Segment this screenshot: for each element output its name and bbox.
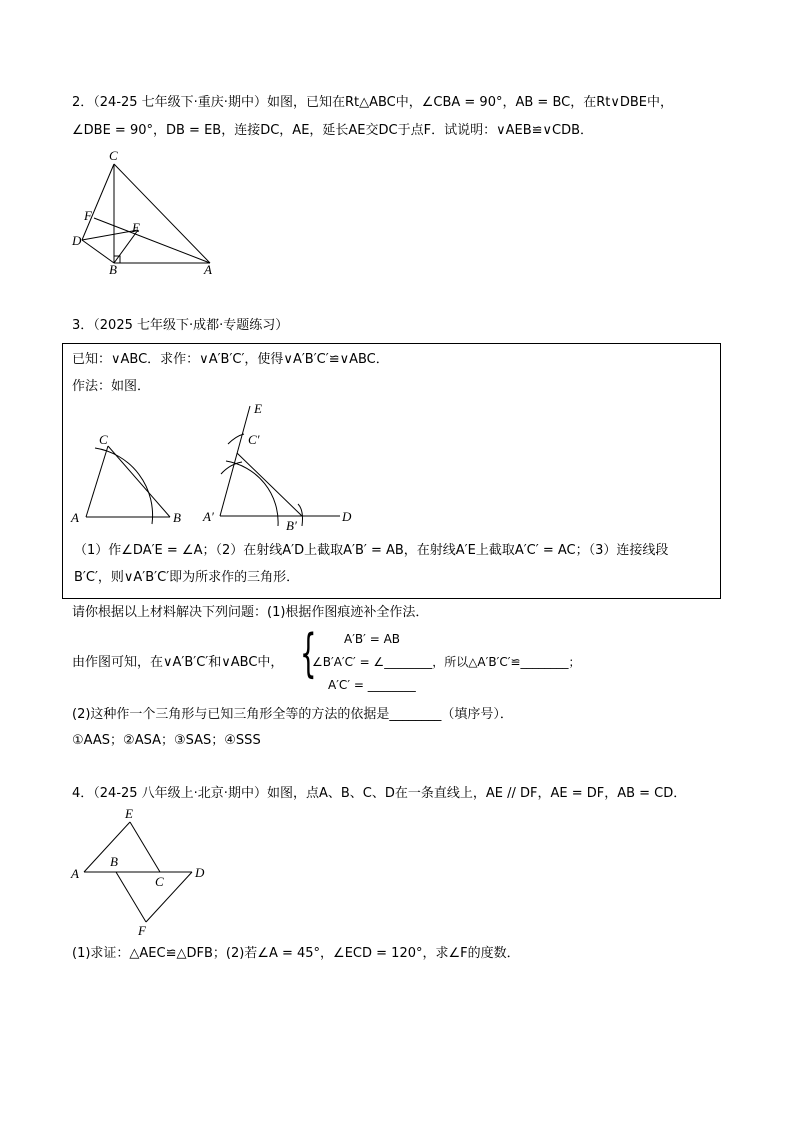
q4-label-a: A	[71, 866, 79, 881]
q4-label-e: E	[125, 806, 133, 821]
q3-box-line1: 已知：∨ABC．求作：∨A′B′C′，使得∨A′B′C′≌∨ABC．	[72, 352, 389, 367]
q2-label-d: D	[72, 233, 82, 248]
q4-label-b: B	[110, 854, 118, 869]
q3-system-brace: {	[300, 624, 317, 684]
q4-label-f: F	[138, 923, 146, 938]
q2-text-line2: ∠DBE = 90°，DB = EB，连接DC，AE，延长AE交DC于点F．试说明：∨AEB≌∨CDB．	[72, 123, 594, 138]
q3-fig2-label-a: A′	[203, 509, 214, 524]
q3-system-row2: ∠B′A′C′ = ∠________，所以△A′B′C′≌________；	[312, 655, 581, 669]
q2-label-b: B	[109, 262, 117, 276]
q3-fig2-label-e: E	[254, 401, 262, 416]
q2-label-a: A	[204, 262, 212, 276]
q2-figure	[66, 144, 236, 276]
q4-label-d: D	[195, 865, 205, 880]
q3-box-line2: 作法：如图．	[72, 379, 151, 394]
q3-figure-abc	[66, 428, 191, 528]
q2-label-c: C	[109, 148, 118, 163]
q3-fig1-label-b: B	[173, 510, 181, 525]
q4-figure	[66, 806, 216, 938]
q2-text-line1: 2．（24-25 七年级下·重庆·期中）如图，已知在Rt△ABC中，∠CBA = 90°，AB = BC，在Rt∨DBE中，	[72, 95, 673, 110]
q3-fig1-label-a: A	[71, 510, 79, 525]
q4-label-c: C	[155, 874, 164, 889]
q3-system-intro: 由作图可知，在∨A′B′C′和∨ABC中，	[72, 655, 284, 670]
q3-fig2-label-b: B′	[286, 518, 297, 533]
q4-text-line2: (1)求证：△AEC≌△DFB；(2)若∠A = 45°，∠ECD = 120°，求∠F的度数．	[72, 946, 520, 961]
q3-options: ①AAS；②ASA；③SAS；④SSS	[72, 733, 261, 748]
q3-system-row3: A′C′ = ________	[328, 678, 416, 692]
q3-system-row1: A′B′ = AB	[344, 632, 401, 646]
q3-figure-construction	[198, 398, 368, 533]
q3-box-line4: B′C′，则∨A′B′C′即为所求作的三角形．	[74, 570, 300, 585]
q3-fig2-label-d: D	[342, 509, 352, 524]
q3-header: 3．（2025 七年级下·成都·专题练习）	[72, 318, 289, 333]
q3-fig1-label-c: C	[99, 432, 108, 447]
q3-instruction: 请你根据以上材料解决下列问题：(1)根据作图痕迹补全作法．	[72, 605, 429, 620]
q2-label-e: E	[132, 220, 140, 235]
q3-fig2-label-c: C′	[248, 432, 260, 447]
q2-label-f: F	[84, 208, 92, 223]
q4-text-line1: 4．（24-25 八年级上·北京·期中）如图，点A、B、C、D在一条直线上，AE // DF，AE = DF，AB = CD．	[72, 786, 687, 801]
q3-box-line3: （1）作∠DA′E = ∠A；（2）在射线A′D上截取A′B′ = AB，在射线A′E上截取A′C′ = AC；（3）连接线段	[74, 543, 669, 558]
q3-question-2: (2)这种作一个三角形与已知三角形全等的方法的依据是________（填序号）．	[72, 707, 513, 722]
